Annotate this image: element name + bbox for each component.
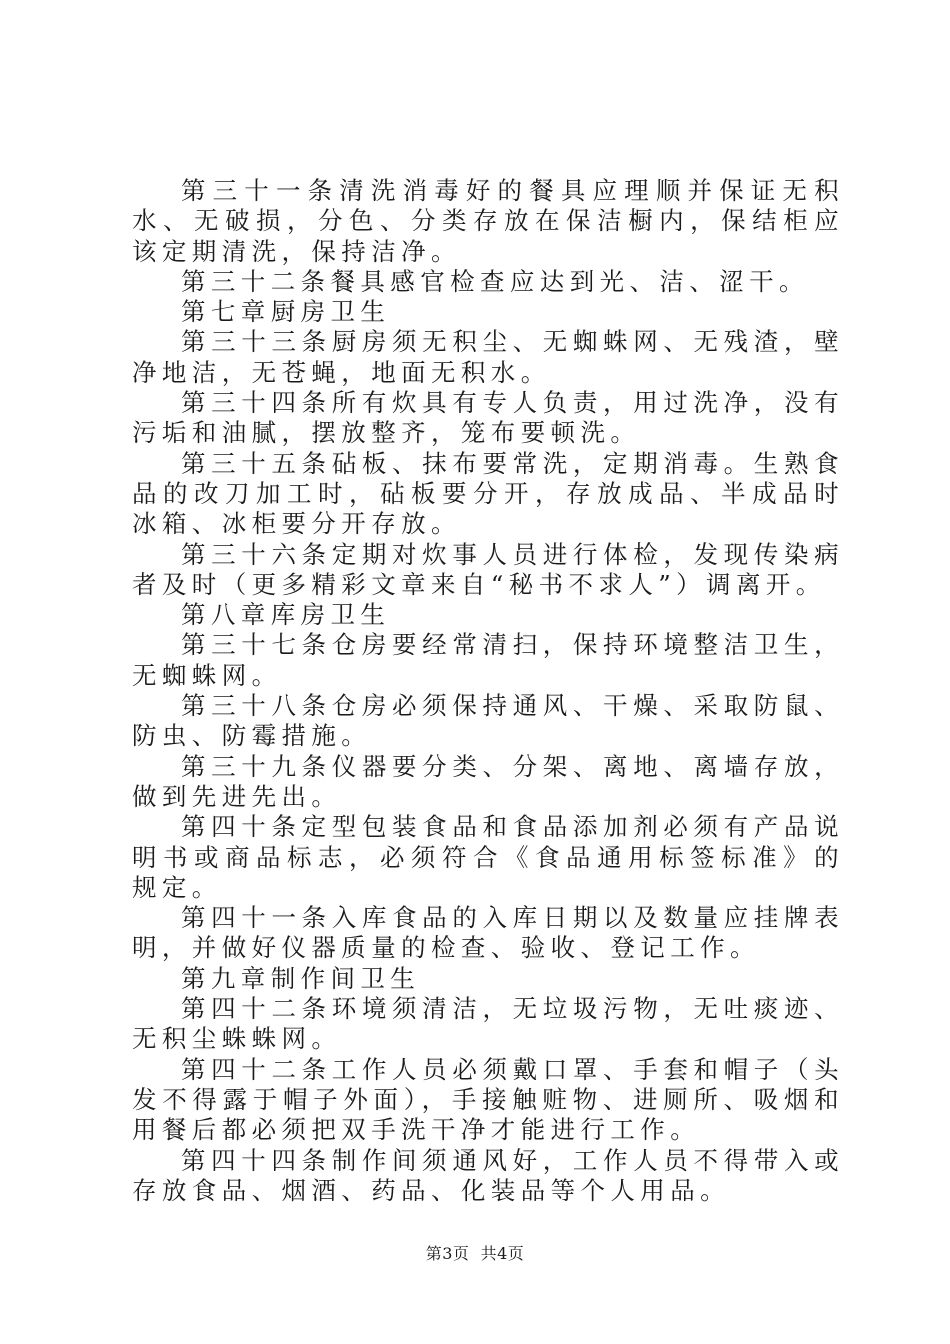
article-38: 第三十八条仓房必须保持通风、干燥、采取防鼠、防虫、防霉措施。 [132,691,844,751]
article-39: 第三十九条仪器要分类、分架、离地、离墙存放，做到先进先出。 [132,751,844,811]
article-40: 第四十条定型包装食品和食品添加剂必须有产品说明书或商品标志，必须符合《食品通用标签标准》的规定。 [132,812,844,902]
chapter-8-heading: 第八章库房卫生 [181,600,391,630]
article-41: 第四十一条入库食品的入库日期以及数量应挂牌表明，并做好仪器质量的检查、验收、登记工作。 [132,903,844,963]
page-footer [0,1244,950,1264]
article-34: 第三十四条所有炊具有专人负责，用过洗净，没有污垢和油腻，摆放整齐，笼布要顿洗。 [132,388,844,448]
chapter-9-heading: 第九章制作间卫生 [181,963,421,993]
article-31: 第三十一条清洗消毒好的餐具应理顺并保证无积水、无破损，分色、分类存放在保洁橱内，保结柜应该定期清洗，保持洁净。 [132,176,844,266]
chapter-7-heading: 第七章厨房卫生 [181,297,391,327]
article-42: 第四十二条环境须清洁，无垃圾污物，无吐痰迹、无积尘蛛蛛网。 [132,994,844,1054]
article-42b: 第四十二条工作人员必须戴口罩、手套和帽子（头发不得露于帽子外面），手接触赃物、进厕所、吸烟和用餐后都必须把双手洗干净才能进行工作。 [132,1054,844,1145]
article-44: 第四十四条制作间须通风好，工作人员不得带入或存放食品、烟酒、药品、化装品等个人用品。 [132,1145,844,1205]
article-32: 第三十二条餐具感官检查应达到光、洁、涩干。 [181,266,809,296]
article-33: 第三十三条厨房须无积尘、无蜘蛛网、无残渣，壁净地洁，无苍蝇，地面无积水。 [132,327,844,387]
article-36: 第三十六条定期对炊事人员进行体检，发现传染病者及时（更多精彩文章来自“秘书不求人”）调离开。 [132,539,844,599]
article-35: 第三十五条砧板、抹布要常洗，定期消毒。生熟食品的改刀加工时，砧板要分开，存放成品、半成品时冰箱、冰柜要分开存放。 [132,448,844,539]
document-body [132,176,844,1206]
page-number-label: 第3页 共4页 [425,1244,525,1263]
article-37: 第三十七条仓房要经常清扫，保持环境整洁卫生，无蜘蛛网。 [132,630,844,690]
